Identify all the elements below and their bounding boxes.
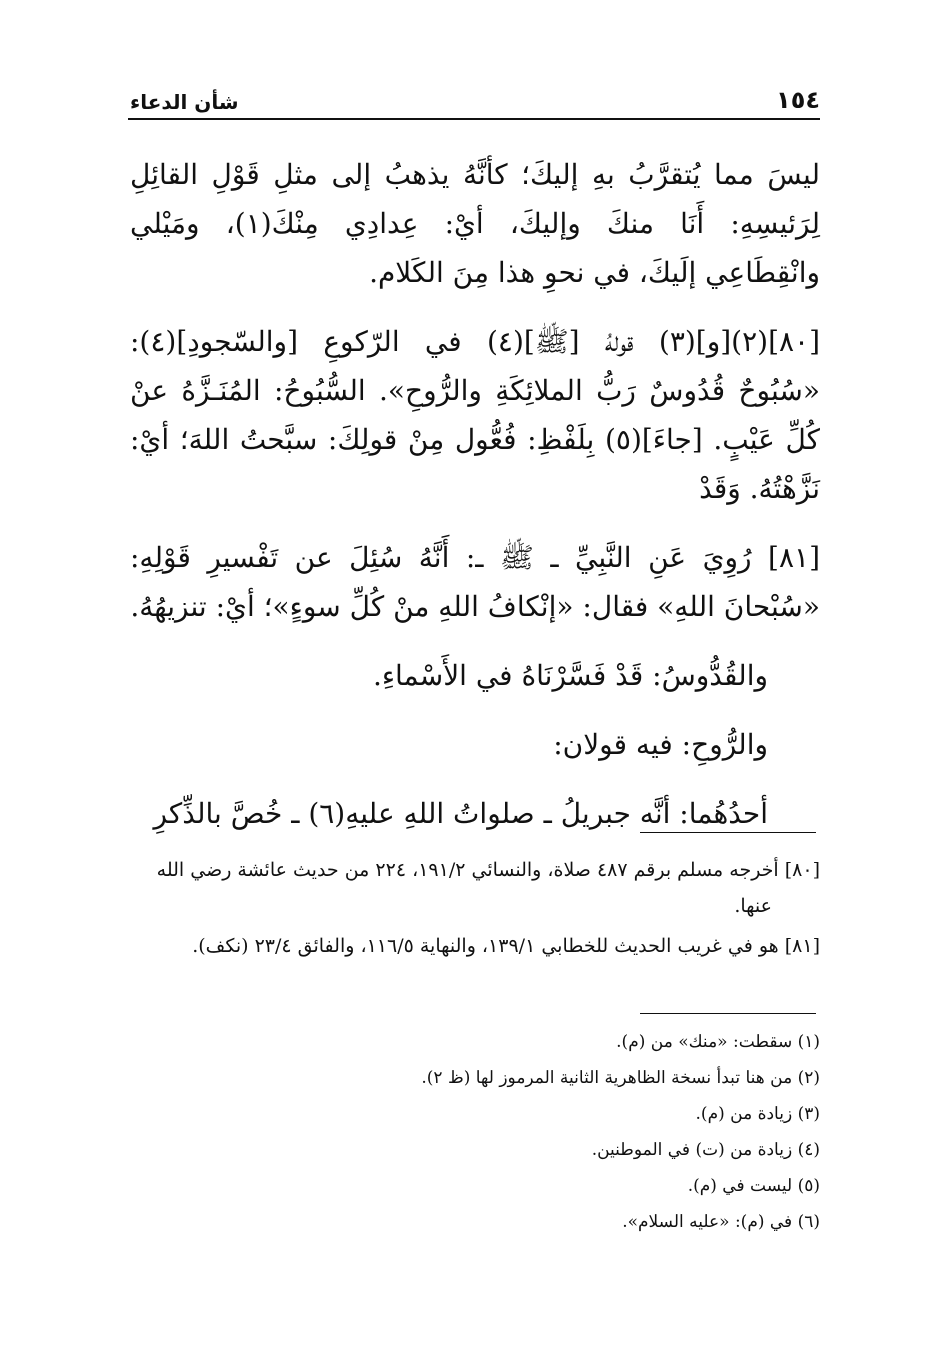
source-note-80: [٨٠] أخرجه مسلم برقم ٤٨٧ صلاة، والنسائي ١٩١/٢، ٢٢٤ من حديث عائشة رضي الله عنها. [156, 859, 820, 917]
page-number: ١٥٤ [776, 86, 820, 114]
source-note-81: [٨١] هو في غريب الحديث للخطابي ١٣٩/١، والنهاية ١١٦/٥، والفائق ٢٣/٤ (نكف). [192, 935, 820, 957]
footnote-6: (٦) في (م): «عليه السلام». [622, 1212, 820, 1232]
footnote-3: (٣) زيادة من (م). [695, 1104, 820, 1124]
paragraph-hadith-81: [٨١] رُوِيَ عَنِ النَّبِيِّ ـ ﷺ ـ: أَنَّهُ سُئِلَ عن تَفْسيرِ قَوْلِهِ: «سُبْحانَ اللهِ» فقال: «إنْكافُ اللهِ منْ كُلِّ سوءٍ»؛ أيْ: تنزيهُهُ. [130, 541, 820, 623]
footnote-5: (٥) ليست في (م). [687, 1176, 820, 1196]
paragraph-1: ليسَ مما يُتقرَّبُ بهِ إليكَ؛ كأنَّهُ يذهبُ إلى مثلِ قَوْلِ القائِلِ لِرَئيسِهِ: أَنَا منكَ وإليكَ، أيْ: عِدادِي مِنْكَ(١)، ومَيْلي وانْقِطَاعِي إلَيكَ، في نحوِ هذا مِنَ الكَلام. [130, 158, 821, 289]
paragraph-ruh: والرُّوحِ: فيه قولان: [553, 728, 768, 761]
running-header [130, 84, 820, 118]
paragraph-first-opinion: أحدُهُما: أنَّه جبريلُ ـ صلواتُ اللهِ عليهِ(٦) ـ خُصَّ بالذِّكرِ [153, 797, 768, 830]
paragraph-hadith-80: [٨٠](٢)[و](٣) قولهُ [ﷺ](٤) في الرّكوعِ [والسّجودِ](٤): «سُبُوحٌ قُدُوسٌ رَبُّ الملائِكَةِ والرُّوحِ». السُّبُوحُ: المُنَـزَّهُ عنْ كُلِّ عَيْبٍ. [جاءَ](٥) بِلَفْظِ: فُعُّول مِنْ قولِكَ: سبَّحتُ اللهَ؛ أيْ: نَزَّهْتُهُ. وَقَدْ [130, 325, 821, 505]
footnote-4: (٤) زيادة من (ت) في الموطنين. [591, 1140, 820, 1160]
running-title: شأن الدعاء [130, 90, 239, 114]
header-rule [128, 118, 820, 120]
footnote-2: (٢) من هنا تبدأ نسخة الظاهرية الثانية المرموز لها (ظ ٢). [421, 1068, 820, 1088]
main-text [130, 150, 820, 862]
paragraph-quddus: والقُدُّوسُ: قَدْ فَسَّرْنَاهُ في الأَسْماءِ. [372, 659, 768, 692]
source-notes [130, 852, 820, 968]
footnotes [130, 1024, 820, 1240]
footnote-separator [640, 832, 816, 833]
footnote-separator-2 [640, 1013, 816, 1014]
footnote-1: (١) سقطت: «منك» من (م). [616, 1032, 820, 1052]
